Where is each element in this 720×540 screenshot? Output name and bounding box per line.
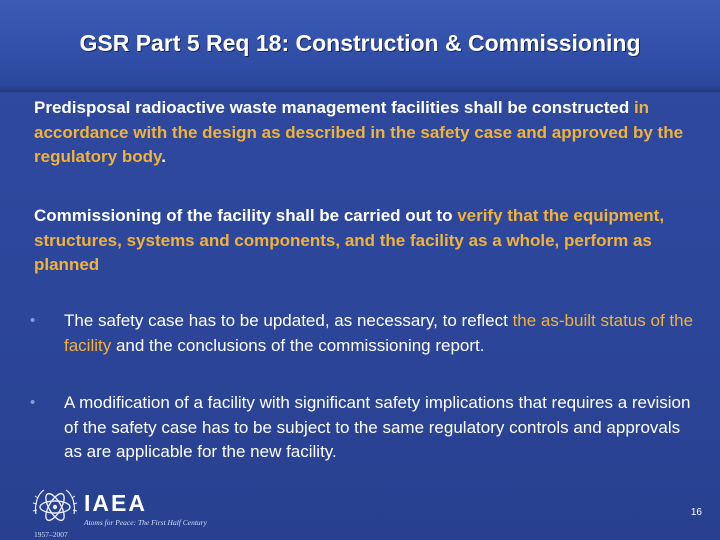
paragraph2-highlight: verify that the equipment, structures, systems and components, and the facility as a whole, perform as planned [34, 206, 665, 274]
slide-title: GSR Part 5 Req 18: Construction & Commissioning [79, 30, 641, 56]
bullet1-end: and the conclusions of the commissioning report. [111, 335, 485, 355]
iaea-tagline: Atoms for Peace: The First Half Century [84, 518, 207, 527]
bullet-text-2: A modification of a facility with significant safety implications that requires a revision of the safety case has to be subject to the same regulatory controls and approvals as are applicable for the new facility. [64, 393, 691, 461]
paragraph1-end: . [161, 147, 166, 166]
bullet1-highlight: the as-built status of the facility [64, 311, 694, 355]
paragraph2-text: Commissioning of the facility shall be carried out to [34, 206, 458, 225]
paragraph-construction [34, 96, 704, 170]
paragraph1-highlight: in accordance with the design as described in the safety case and approved by the regulatory body [34, 98, 684, 166]
paragraph1-text: Predisposal radioactive waste management facilities shall be constructed [34, 98, 634, 117]
bullet1-text: The safety case has to be updated, as necessary, to reflect [64, 311, 513, 330]
bullet-icon: • [30, 394, 36, 411]
page-number: 16 [690, 507, 702, 518]
bullet-icon: • [30, 312, 36, 329]
title-bar [0, 0, 720, 92]
bullet-text-1 [64, 309, 694, 358]
anniversary-years: 1957–2007 [34, 530, 68, 539]
paragraph-commissioning [34, 204, 704, 278]
iaea-emblem-icon [30, 484, 80, 530]
iaea-logo-text: IAEA [84, 490, 147, 516]
